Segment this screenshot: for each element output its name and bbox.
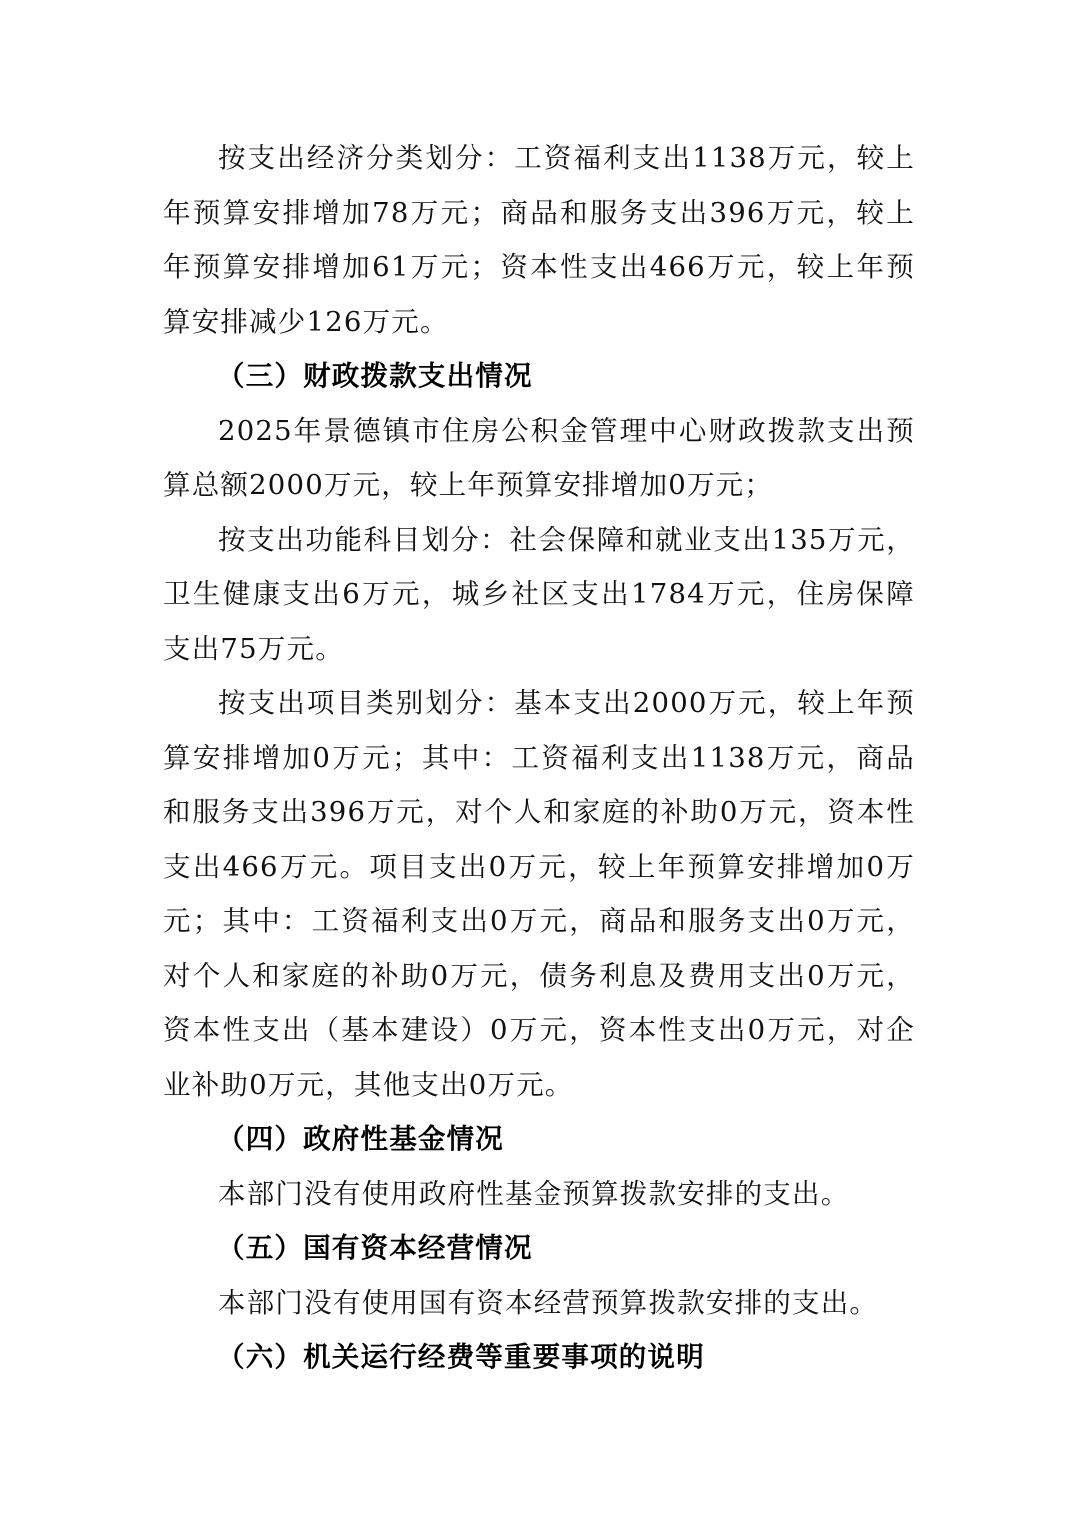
section-heading-government-fund: （四）政府性基金情况 <box>217 1123 504 1155</box>
paragraph-state-capital: 本部门没有使用国有资本经营预算拨款安排的支出。 <box>218 1286 879 1319</box>
paragraph-fiscal-total: 2025年景德镇市住房公积金管理中心财政拨款支出预算总额2000万元，较上年预算安排增加0万元； <box>163 414 915 501</box>
paragraph-economic-classification: 按支出经济分类划分：工资福利支出1138万元，较上年预算安排增加78万元；商品和服务支出396万元，较上年预算安排增加61万元；资本性支出466万元，较上年预算安排减少126万元。 <box>163 142 915 338</box>
section-heading-fiscal-expenditure: （三）财政拨款支出情况 <box>217 360 533 392</box>
paragraph-project-classification: 按支出项目类别划分：基本支出2000万元，较上年预算安排增加0万元；其中：工资福利支出1138万元，商品和服务支出396万元，对个人和家庭的补助0万元，资本性支出466万元。项目支出0万元，较上年预算安排增加0万元；其中：工资福利支出0万元，商品和服务支出0万元，对个人和家庭的补助0万元，债务利息及费用支出0万元，资本性支出（基本建设）0万元，资本性支出0万元，对企业补助0万元，其他支出0万元。 <box>163 687 915 1101</box>
section-heading-state-capital: （五）国有资本经营情况 <box>217 1232 533 1264</box>
section-heading-operating-expenses: （六）机关运行经费等重要事项的说明 <box>217 1341 705 1373</box>
paragraph-government-fund: 本部门没有使用政府性基金预算拨款安排的支出。 <box>218 1177 850 1210</box>
paragraph-functional-classification: 按支出功能科目划分：社会保障和就业支出135万元，卫生健康支出6万元，城乡社区支出1784万元，住房保障支出75万元。 <box>163 523 915 665</box>
document-page <box>163 131 915 1385</box>
